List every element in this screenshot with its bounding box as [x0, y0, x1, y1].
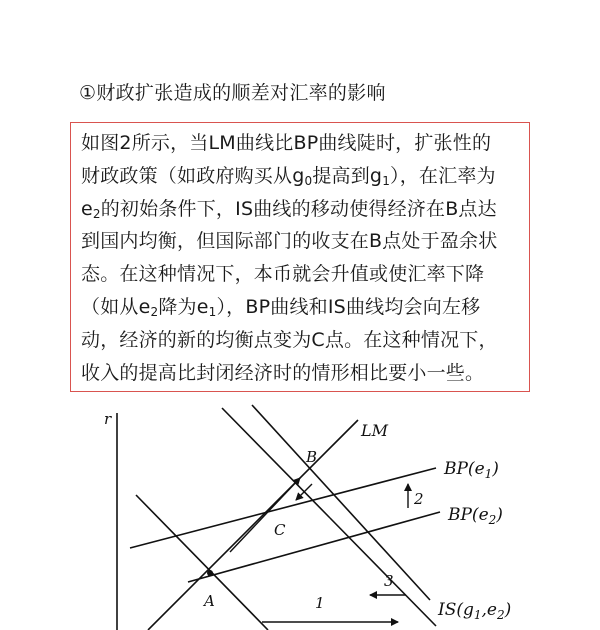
is-curve-new [252, 405, 430, 600]
lm-label: LM [361, 421, 389, 440]
paragraph-line-6: （如从$e_2$降为$e_1$），BP曲线和IS曲线均会向左移 [81, 295, 481, 319]
lm-curve [148, 420, 358, 630]
arrow-1-label: 1 [315, 594, 325, 612]
point-b-label: B [306, 448, 318, 466]
point-c-label: C [274, 521, 286, 539]
arrow-3-label: 3 [384, 572, 394, 590]
is-curve-initial [136, 495, 268, 630]
arrow-2-label: 2 [414, 490, 424, 508]
expansion-arrow [230, 478, 300, 552]
point-a-label: A [204, 592, 215, 610]
paragraph-line-8: 收入的提高比封闭经济时的情形相比要小一些。 [81, 361, 485, 384]
is-curve-middle [330, 518, 436, 626]
is-label: $IS(g_1,e_2)$ [438, 600, 512, 622]
islm-bp-diagram [0, 400, 600, 630]
paragraph-line-7: 动，经济的新的均衡点变为C点。在这种情况下， [81, 328, 498, 351]
paragraph-line-5: 态。在这种情况下，本币就会升值或使汇率下降 [81, 263, 485, 286]
paragraph-line-1: 如图2所示，当LM曲线比BP曲线陡时，扩张性的 [81, 132, 492, 154]
paragraph-line-2: 财政政策（如政府购买从$g_0$提高到$g_1$），在汇率为 [81, 164, 496, 188]
point-a-dot [207, 570, 213, 576]
section-heading: ①财政扩张造成的顺差对汇率的影响 [79, 82, 386, 104]
explanation-textbox [70, 122, 530, 392]
paragraph-line-4: 到国内均衡，但国际部门的收支在B点处于盈余状 [81, 230, 498, 253]
bp-e2-label: $BP(e_2)$ [448, 505, 503, 527]
y-axis-label: r [104, 410, 112, 428]
bp-e1-label: $BP(e_1)$ [444, 459, 499, 481]
paragraph-line-3: $e_2$的初始条件下，IS曲线的移动使得经济在B点达 [81, 197, 497, 221]
